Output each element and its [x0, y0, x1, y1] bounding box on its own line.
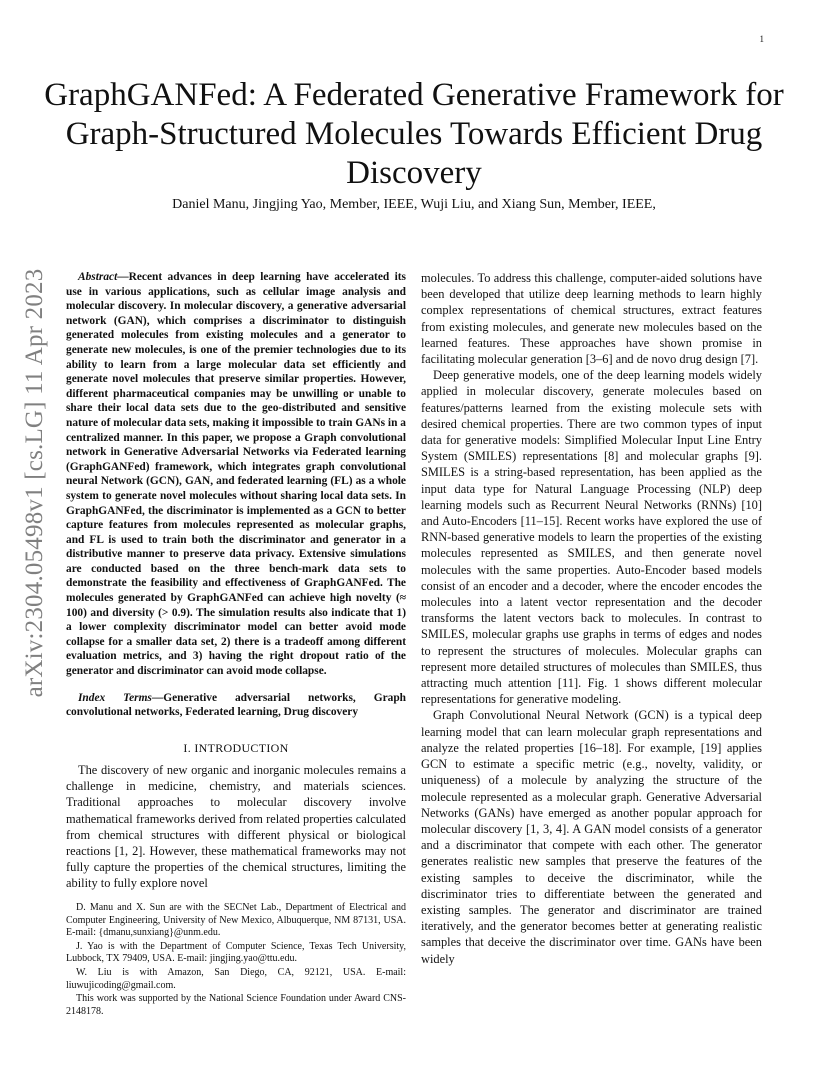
- abstract-text: —Recent advances in deep learning have accelerated its use in various applications, such as cellular image analysis and molecular discovery. In molecular discovery, a generative adversarial network (GAN), which comprises a discriminator to distinguish generated molecules from existing molecules and a generator to generate new molecules, is one of the premier technologies due to its ability to learn from a large molecular data set efficiently and generate novel molecules that preserve similar properties. However, different pharmaceutical companies may be unwilling or unable to share their local data sets due to the geo-distributed and sensitive nature of molecular data sets, making it impossible to train GANs in a centralized manner. In this paper, we propose a Graph convolutional network in Generative Adversarial Networks via Federated learning (GraphGANFed) framework, which integrates graph convolutional neural Network (GCN), GAN, and federated learning (FL) as a whole system to generate novel molecules without sharing local data sets. In GraphGANFed, the discriminator is implemented as a GCN to better capture features from molecules represented as molecular graphs, and FL is used to train both the discriminator and generator in a distributive manner to preserve data privacy. Extensive simulations are conducted based on the three bench-mark data sets to demonstrate the feasibility and effectiveness of GraphGANFed. The molecules generated by GraphGANFed can achieve high novelty (≈ 100) and diversity (> 0.9). The simulation results also indicate that 1) a lower complexity discriminator model can better avoid mode collapse for a smaller data set, 2) there is a tradeoff among different evaluation metrics, and 3) having the right dropout ratio of the generator and discriminator can avoid mode collapse.: [66, 271, 406, 678]
- footnote: D. Manu and X. Sun are with the SECNet Lab., Department of Electrical and Computer Engineering, University of New Mexico, Albuquerque, NM 87131, USA. E-mail: {dmanu,sunxiang}@unm.edu.: [66, 902, 406, 939]
- abstract: [66, 270, 406, 679]
- arxiv-stamp: [20, 268, 50, 698]
- index-terms-text: —Generative adversarial networks, Graph convolutional networks, Federated learning, Drug discovery: [66, 691, 406, 719]
- abstract-label: Abstract: [78, 271, 118, 283]
- author-list: Daniel Manu, Jingjing Yao, Member, IEEE, Wuji Liu, and Xiang Sun, Member, IEEE,: [172, 197, 656, 212]
- page-number: 1: [759, 34, 764, 44]
- body-paragraph: molecules. To address this challenge, computer-aided solutions have been developed that utilize deep learning methods to learn highly complex representations of chemical structures, extract features from existing molecules, and generate new molecules based on the learned features. These approaches have shown promise in facilitating molecular generation [3–6] and de novo drug design [7].: [421, 271, 762, 367]
- index-terms: [66, 691, 406, 720]
- body-paragraph: Graph Convolutional Neural Network (GCN) is a typical deep learning model that can learn molecular graph representations and analyze the related properties [16–18]. For example, [19] applies GCN to estimate a specific metric (e.g., novelty, validity, or uniqueness) of a molecule by analyzing the structure of the molecule represented as a molecular graph. Generative Adversarial Networks (GANs) have emerged as another popular approach for molecular discovery [1, 3, 4]. A GAN model consists of a generator and a discriminator that compete with each other. The generator generates realistic new samples that preserve the features of the existing samples to deceive the discriminator, while the discriminator tries to differentiate between the generated and existing samples. The generator and discriminator are trained iteratively, and the generator becomes better at generating realistic samples that deceive the discriminator over time. GANs have been widely: [421, 708, 762, 966]
- footnotes: [66, 902, 406, 1019]
- arxiv-identifier: arXiv:2304.05498v1 [cs.LG] 11 Apr 2023: [21, 268, 48, 698]
- footnote: W. Liu is with Amazon, San Diego, CA, 92121, USA. E-mail: liuwujicoding@gmail.com.: [66, 966, 406, 991]
- intro-paragraph: The discovery of new organic and inorganic molecules remains a challenge in medicine, chemistry, and materials sciences. Traditional approaches to molecular discovery involve mathematical frameworks derived from related properties calculated from chemical structures with different physical or biological reactions [1, 2]. However, these mathematical frameworks may not fully capture the properties of the chemical structures, limiting the ability to fully explore novel: [66, 763, 406, 891]
- section-heading: I. INTRODUCTION: [183, 740, 289, 755]
- footnote: J. Yao is with the Department of Computer Science, Texas Tech University, Lubbock, TX 79409, USA. E-mail: jingjing.yao@ttu.edu.: [66, 940, 406, 965]
- left-column: [66, 270, 406, 892]
- body-paragraph: Deep generative models, one of the deep learning models widely applied in molecular discovery, generate molecules based on features/patterns learned from the existing molecule sets with desired chemical properties. There are two common types of input data for generative models: Simplified Molecular Input Line Entry System (SMILES) representations [8] and molecular graphs [9]. SMILES is a string-based representation, has been applied as the input data type for Natural Language Processing (NLP) deep learning models such as Recurrent Neural Networks (RNNs) [10] and Auto-Encoders [11–15]. Recent works have explored the use of RNN-based generative models to learn the properties of the existing molecules represented as SMILES, and then generate novel molecules with the same properties. Auto-Encoder based models consist of an encoder and a decoder, where the encoder encodes the molecules into a latent vector representation and the decoder transforms the latent vectors back to molecules. In contrast to SMILES, molecular graphs use graphs in terms of edges and nodes to represent the structures of molecules. Molecular graphs can represent more detailed structures of molecules than SMILES, thus attracting much attention [11]. Fig. 1 shows different molecular representations for generative modeling.: [421, 368, 762, 707]
- paper-title: GraphGANFed: A Federated Generative Framework for Graph-Structured Molecules Towards Efficient Drug Discovery: [44, 77, 784, 191]
- index-terms-label: Index Terms: [78, 691, 152, 704]
- right-column: [421, 270, 762, 967]
- footnote: This work was supported by the National Science Foundation under Award CNS-2148178.: [66, 993, 406, 1017]
